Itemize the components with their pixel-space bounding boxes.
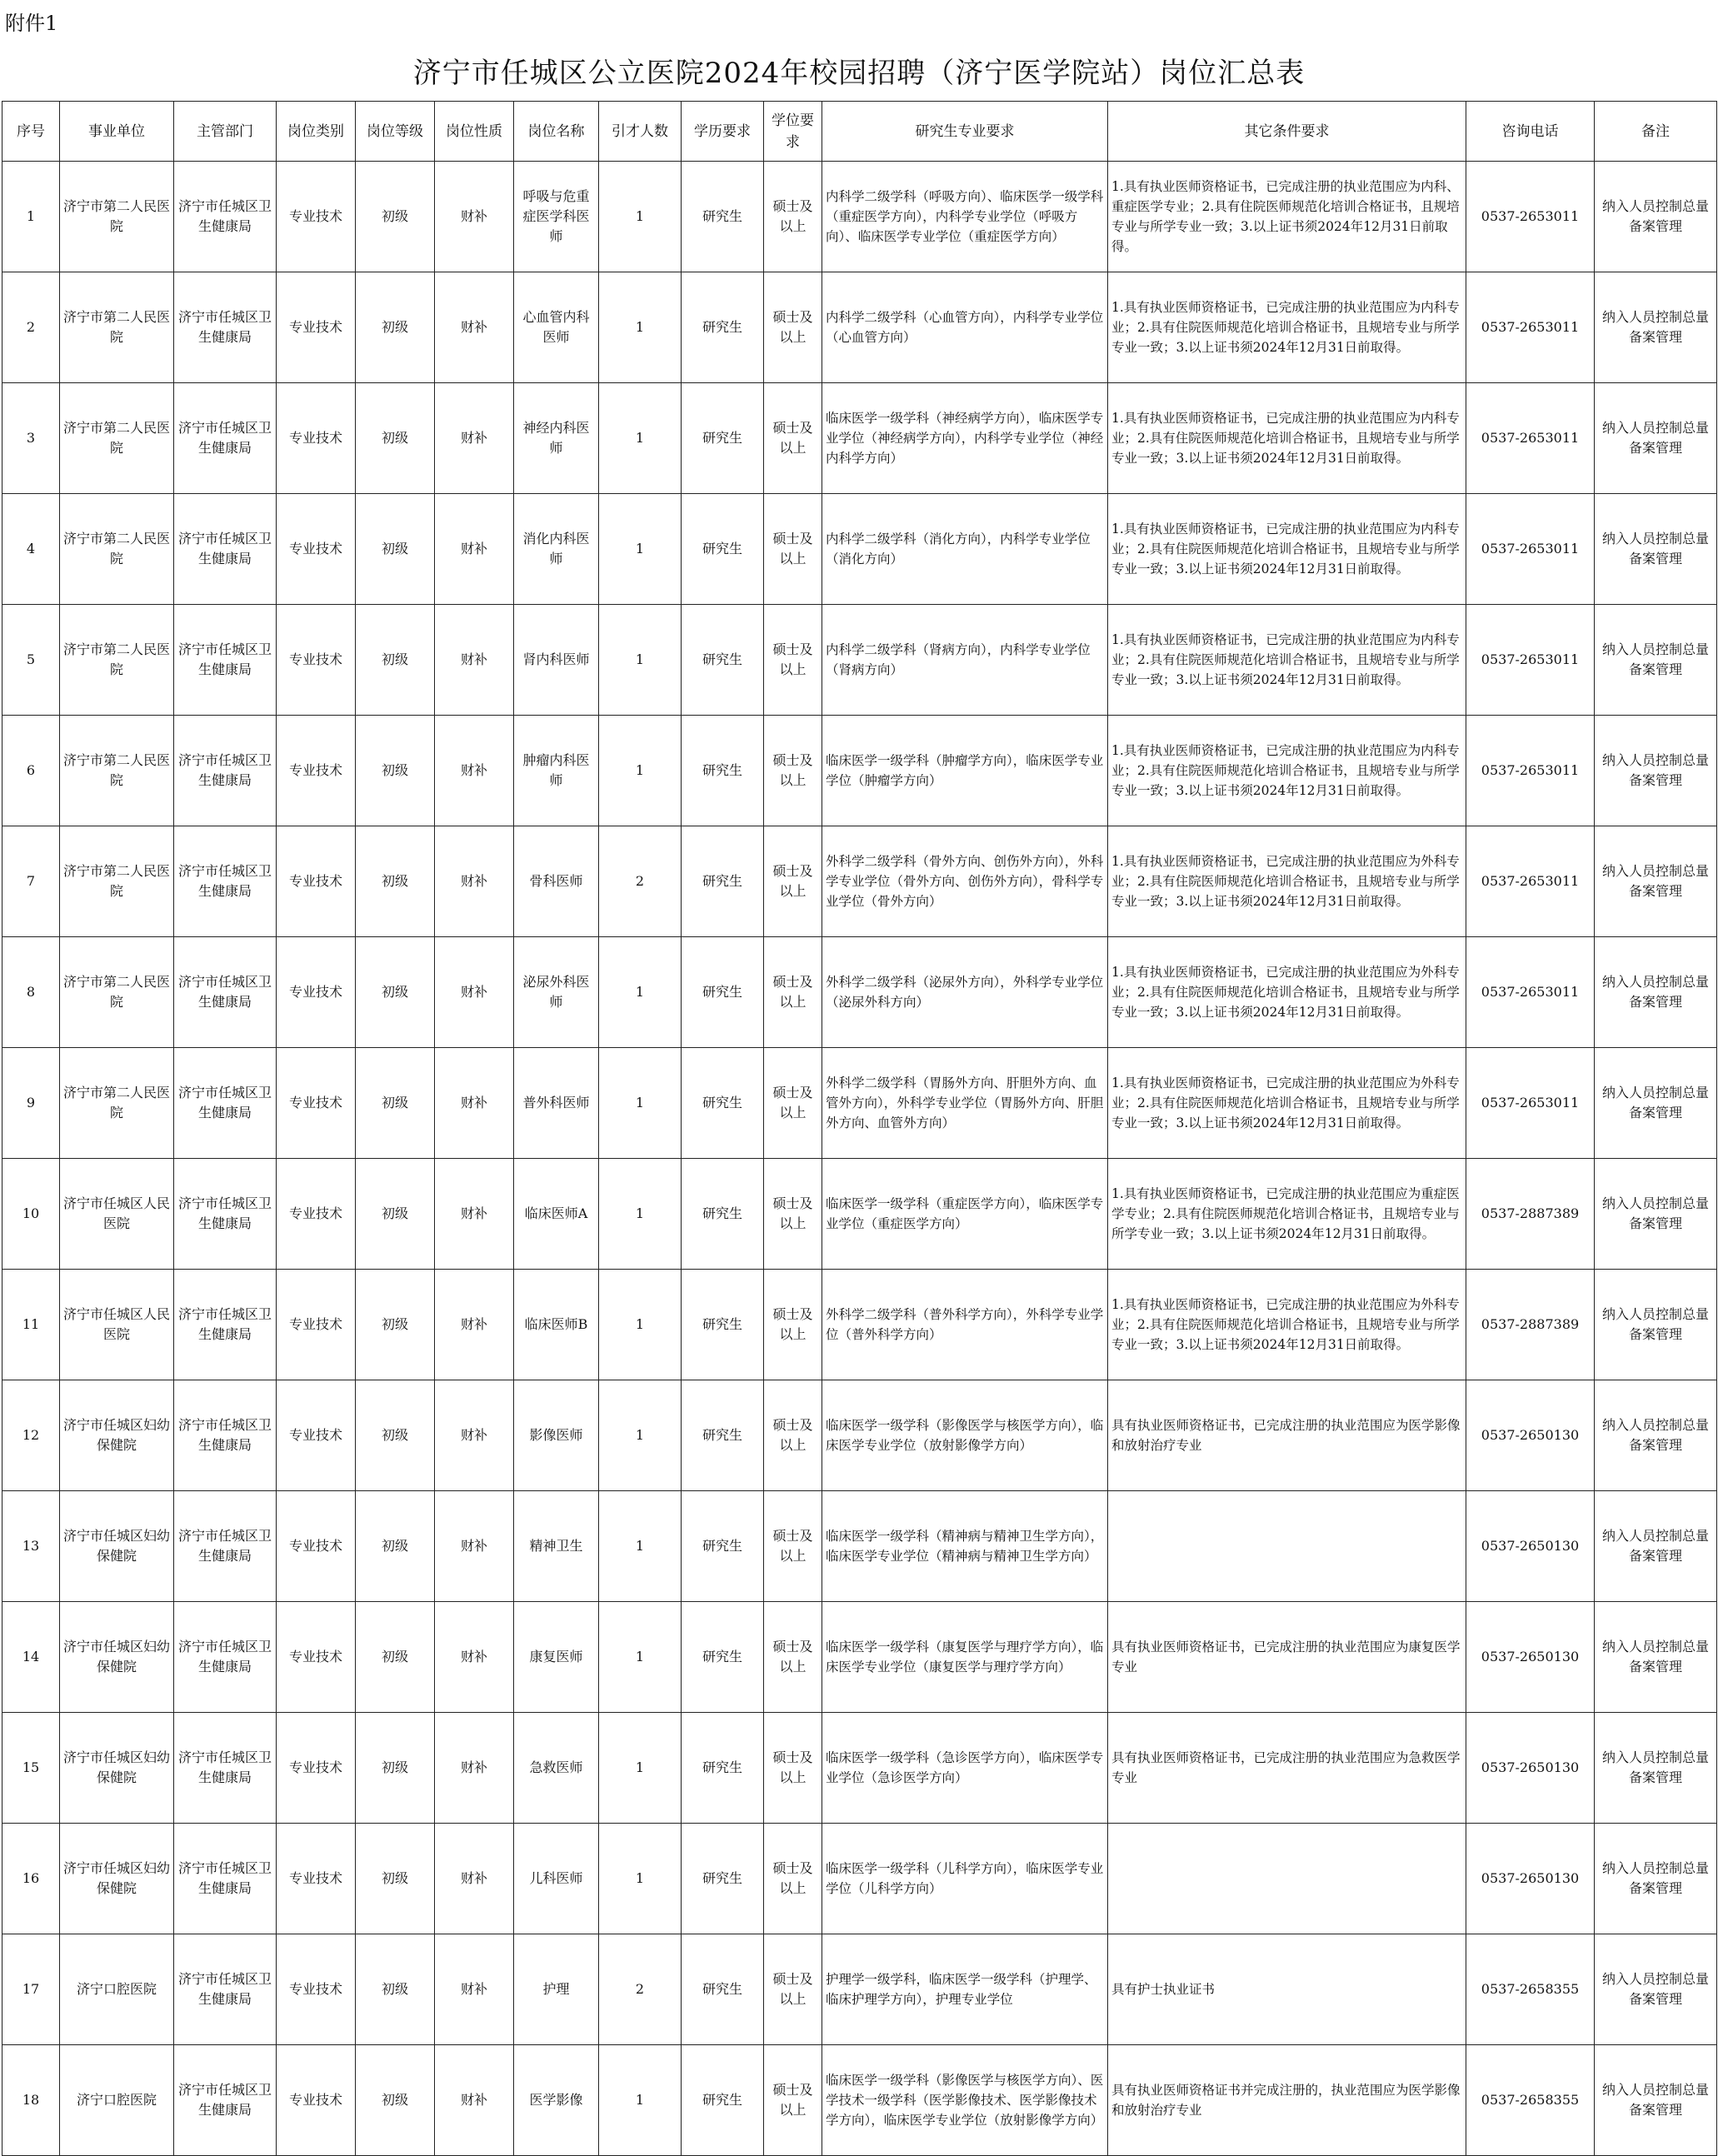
cell-level: 初级 [356,1934,435,2045]
cell-major: 临床医学一级学科（肿瘤学方向），临床医学专业学位（肿瘤学方向） [822,716,1108,826]
cell-major: 护理学一级学科，临床医学一级学科（护理学、临床护理学方向），护理专业学位 [822,1934,1108,2045]
cell-other: 1.具有执业医师资格证书，已完成注册的执业范围应为内科、重症医学专业；2.具有住院医师规范化培训合格证书，且规培专业与所学专业一致；3.以上证书须2024年12月31日前取得。 [1108,162,1466,272]
cell-level: 初级 [356,1159,435,1270]
cell-edu: 研究生 [682,1048,764,1159]
cell-note: 纳入人员控制总量备案管理 [1595,716,1717,826]
cell-degree: 硕士及以上 [764,1824,822,1934]
header-major: 研究生专业要求 [822,102,1108,162]
cell-nature: 财补 [435,1824,514,1934]
cell-other: 1.具有执业医师资格证书，已完成注册的执业范围应为外科专业；2.具有住院医师规范化培训合格证书，且规培专业与所学专业一致；3.以上证书须2024年12月31日前取得。 [1108,826,1466,937]
cell-phone: 0537-2653011 [1466,826,1595,937]
cell-dept: 济宁市任城区卫生健康局 [174,1934,277,2045]
cell-major: 内科学二级学科（心血管方向），内科学专业学位（心血管方向） [822,272,1108,383]
header-phone: 咨询电话 [1466,102,1595,162]
cell-level: 初级 [356,1048,435,1159]
cell-dept: 济宁市任城区卫生健康局 [174,1491,277,1602]
cell-dept: 济宁市任城区卫生健康局 [174,272,277,383]
cell-count: 1 [599,1380,682,1491]
cell-nature: 财补 [435,162,514,272]
cell-count: 1 [599,1713,682,1824]
table-row [2,1934,1717,2045]
cell-level: 初级 [356,1491,435,1602]
cell-unit: 济宁市任城区妇幼保健院 [60,1713,174,1824]
cell-category: 专业技术 [277,383,356,494]
cell-category: 专业技术 [277,1713,356,1824]
cell-edu: 研究生 [682,1934,764,2045]
cell-degree: 硕士及以上 [764,494,822,605]
cell-nature: 财补 [435,605,514,716]
table-row [2,1491,1717,1602]
cell-unit: 济宁市第二人民医院 [60,494,174,605]
table-row [2,826,1717,937]
cell-degree: 硕士及以上 [764,162,822,272]
table-body [2,162,1717,2156]
cell-phone: 0537-2650130 [1466,1713,1595,1824]
header-row [2,102,1717,162]
cell-category: 专业技术 [277,1602,356,1713]
cell-no: 3 [2,383,60,494]
cell-degree: 硕士及以上 [764,1602,822,1713]
cell-level: 初级 [356,605,435,716]
cell-unit: 济宁口腔医院 [60,2045,174,2156]
cell-dept: 济宁市任城区卫生健康局 [174,162,277,272]
cell-other: 具有执业医师资格证书，已完成注册的执业范围应为康复医学专业 [1108,1602,1466,1713]
cell-major: 外科学二级学科（泌尿外方向），外科学专业学位（泌尿外科方向） [822,937,1108,1048]
cell-phone: 0537-2653011 [1466,272,1595,383]
cell-major: 内科学二级学科（消化方向），内科学专业学位（消化方向） [822,494,1108,605]
cell-phone: 0537-2653011 [1466,605,1595,716]
header-no: 序号 [2,102,60,162]
cell-dept: 济宁市任城区卫生健康局 [174,605,277,716]
cell-no: 9 [2,1048,60,1159]
cell-category: 专业技术 [277,826,356,937]
cell-note: 纳入人员控制总量备案管理 [1595,162,1717,272]
cell-note: 纳入人员控制总量备案管理 [1595,937,1717,1048]
cell-other [1108,1824,1466,1934]
cell-category: 专业技术 [277,1934,356,2045]
table-row [2,494,1717,605]
cell-degree: 硕士及以上 [764,826,822,937]
cell-post: 急救医师 [514,1713,599,1824]
cell-no: 2 [2,272,60,383]
cell-edu: 研究生 [682,826,764,937]
cell-note: 纳入人员控制总量备案管理 [1595,605,1717,716]
table-row [2,1824,1717,1934]
cell-category: 专业技术 [277,1270,356,1380]
cell-other [1108,1491,1466,1602]
cell-other: 1.具有执业医师资格证书，已完成注册的执业范围应为重症医学专业；2.具有住院医师规范化培训合格证书，且规培专业与所学专业一致；3.以上证书须2024年12月31日前取得。 [1108,1159,1466,1270]
cell-edu: 研究生 [682,1380,764,1491]
cell-post: 儿科医师 [514,1824,599,1934]
cell-phone: 0537-2653011 [1466,383,1595,494]
cell-degree: 硕士及以上 [764,2045,822,2156]
table-row [2,1713,1717,1824]
cell-degree: 硕士及以上 [764,716,822,826]
cell-note: 纳入人员控制总量备案管理 [1595,1159,1717,1270]
cell-post: 肿瘤内科医师 [514,716,599,826]
recruitment-table [2,101,1717,2156]
table-row [2,383,1717,494]
cell-count: 1 [599,605,682,716]
cell-count: 1 [599,383,682,494]
page-title: 济宁市任城区公立医院2024年校园招聘（济宁医学院站）岗位汇总表 [412,57,1306,90]
table-row [2,272,1717,383]
cell-major: 外科学二级学科（胃肠外方向、肝胆外方向、血管外方向），外科学专业学位（胃肠外方向、肝胆外方向、血管外方向） [822,1048,1108,1159]
cell-unit: 济宁市第二人民医院 [60,716,174,826]
cell-major: 内科学二级学科（肾病方向），内科学专业学位（肾病方向） [822,605,1108,716]
cell-nature: 财补 [435,1159,514,1270]
table-row [2,1380,1717,1491]
cell-major: 临床医学一级学科（影像医学与核医学方向），临床医学专业学位（放射影像学方向） [822,1380,1108,1491]
cell-post: 消化内科医师 [514,494,599,605]
cell-count: 1 [599,1159,682,1270]
cell-other: 1.具有执业医师资格证书，已完成注册的执业范围应为内科专业；2.具有住院医师规范化培训合格证书，且规培专业与所学专业一致；3.以上证书须2024年12月31日前取得。 [1108,605,1466,716]
table-row [2,937,1717,1048]
cell-edu: 研究生 [682,1713,764,1824]
cell-other: 1.具有执业医师资格证书，已完成注册的执业范围应为内科专业；2.具有住院医师规范化培训合格证书，且规培专业与所学专业一致；3.以上证书须2024年12月31日前取得。 [1108,272,1466,383]
cell-major: 临床医学一级学科（精神病与精神卫生学方向），临床医学专业学位（精神病与精神卫生学方向） [822,1491,1108,1602]
cell-degree: 硕士及以上 [764,605,822,716]
cell-other: 具有执业医师资格证书，已完成注册的执业范围应为急救医学专业 [1108,1713,1466,1824]
cell-no: 18 [2,2045,60,2156]
cell-category: 专业技术 [277,162,356,272]
cell-nature: 财补 [435,937,514,1048]
cell-category: 专业技术 [277,1159,356,1270]
cell-level: 初级 [356,1380,435,1491]
cell-note: 纳入人员控制总量备案管理 [1595,272,1717,383]
cell-no: 6 [2,716,60,826]
cell-edu: 研究生 [682,383,764,494]
cell-level: 初级 [356,1270,435,1380]
cell-major: 临床医学一级学科（康复医学与理疗学方向），临床医学专业学位（康复医学与理疗学方向） [822,1602,1108,1713]
cell-level: 初级 [356,2045,435,2156]
cell-count: 1 [599,937,682,1048]
cell-dept: 济宁市任城区卫生健康局 [174,1380,277,1491]
cell-count: 1 [599,2045,682,2156]
table-row [2,1270,1717,1380]
cell-post: 骨科医师 [514,826,599,937]
cell-count: 2 [599,826,682,937]
cell-category: 专业技术 [277,2045,356,2156]
cell-post: 护理 [514,1934,599,2045]
cell-nature: 财补 [435,272,514,383]
cell-degree: 硕士及以上 [764,383,822,494]
table-row [2,162,1717,272]
cell-unit: 济宁市任城区妇幼保健院 [60,1824,174,1934]
cell-dept: 济宁市任城区卫生健康局 [174,494,277,605]
cell-unit: 济宁市第二人民医院 [60,937,174,1048]
cell-note: 纳入人员控制总量备案管理 [1595,383,1717,494]
cell-nature: 财补 [435,1270,514,1380]
cell-unit: 济宁市第二人民医院 [60,272,174,383]
cell-no: 13 [2,1491,60,1602]
cell-other: 1.具有执业医师资格证书，已完成注册的执业范围应为内科专业；2.具有住院医师规范化培训合格证书，且规培专业与所学专业一致；3.以上证书须2024年12月31日前取得。 [1108,494,1466,605]
cell-post: 泌尿外科医师 [514,937,599,1048]
cell-no: 1 [2,162,60,272]
cell-no: 11 [2,1270,60,1380]
cell-note: 纳入人员控制总量备案管理 [1595,1824,1717,1934]
cell-other: 1.具有执业医师资格证书，已完成注册的执业范围应为外科专业；2.具有住院医师规范化培训合格证书，且规培专业与所学专业一致；3.以上证书须2024年12月31日前取得。 [1108,937,1466,1048]
cell-degree: 硕士及以上 [764,1934,822,2045]
cell-phone: 0537-2650130 [1466,1491,1595,1602]
cell-phone: 0537-2887389 [1466,1159,1595,1270]
cell-major: 临床医学一级学科（影像医学与核医学方向）、医学技术一级学科（医学影像技术、医学影像技术学方向），临床医学专业学位（放射影像学方向） [822,2045,1108,2156]
cell-unit: 济宁市第二人民医院 [60,1048,174,1159]
cell-phone: 0537-2653011 [1466,716,1595,826]
cell-dept: 济宁市任城区卫生健康局 [174,1602,277,1713]
cell-unit: 济宁口腔医院 [60,1934,174,2045]
cell-other: 1.具有执业医师资格证书，已完成注册的执业范围应为内科专业；2.具有住院医师规范化培训合格证书，且规培专业与所学专业一致；3.以上证书须2024年12月31日前取得。 [1108,383,1466,494]
cell-edu: 研究生 [682,494,764,605]
cell-edu: 研究生 [682,2045,764,2156]
cell-no: 5 [2,605,60,716]
cell-count: 1 [599,1491,682,1602]
cell-level: 初级 [356,162,435,272]
cell-degree: 硕士及以上 [764,1713,822,1824]
cell-major: 外科学二级学科（骨外方向、创伤外方向），外科学专业学位（骨外方向、创伤外方向），骨科学专业学位（骨外方向） [822,826,1108,937]
cell-category: 专业技术 [277,716,356,826]
header-post: 岗位名称 [514,102,599,162]
cell-dept: 济宁市任城区卫生健康局 [174,1270,277,1380]
cell-phone: 0537-2653011 [1466,162,1595,272]
cell-phone: 0537-2887389 [1466,1270,1595,1380]
cell-degree: 硕士及以上 [764,937,822,1048]
cell-no: 16 [2,1824,60,1934]
cell-degree: 硕士及以上 [764,272,822,383]
cell-other: 具有执业医师资格证书，已完成注册的执业范围应为医学影像和放射治疗专业 [1108,1380,1466,1491]
cell-edu: 研究生 [682,605,764,716]
cell-no: 12 [2,1380,60,1491]
header-nature: 岗位性质 [435,102,514,162]
cell-unit: 济宁市任城区妇幼保健院 [60,1380,174,1491]
cell-no: 4 [2,494,60,605]
cell-count: 1 [599,162,682,272]
cell-category: 专业技术 [277,494,356,605]
cell-note: 纳入人员控制总量备案管理 [1595,1380,1717,1491]
cell-nature: 财补 [435,1934,514,2045]
cell-note: 纳入人员控制总量备案管理 [1595,1270,1717,1380]
cell-count: 1 [599,1048,682,1159]
cell-dept: 济宁市任城区卫生健康局 [174,937,277,1048]
cell-post: 影像医师 [514,1380,599,1491]
cell-note: 纳入人员控制总量备案管理 [1595,1934,1717,2045]
header-category: 岗位类别 [277,102,356,162]
cell-edu: 研究生 [682,1824,764,1934]
cell-level: 初级 [356,826,435,937]
cell-count: 1 [599,716,682,826]
cell-no: 10 [2,1159,60,1270]
cell-other: 1.具有执业医师资格证书，已完成注册的执业范围应为外科专业；2.具有住院医师规范化培训合格证书，且规培专业与所学专业一致；3.以上证书须2024年12月31日前取得。 [1108,1048,1466,1159]
header-level: 岗位等级 [356,102,435,162]
header-count: 引才人数 [599,102,682,162]
cell-dept: 济宁市任城区卫生健康局 [174,716,277,826]
cell-note: 纳入人员控制总量备案管理 [1595,1491,1717,1602]
cell-post: 神经内科医师 [514,383,599,494]
cell-unit: 济宁市任城区妇幼保健院 [60,1602,174,1713]
cell-count: 2 [599,1934,682,2045]
cell-unit: 济宁市任城区妇幼保健院 [60,1491,174,1602]
table-row [2,2045,1717,2156]
cell-other: 具有护士执业证书 [1108,1934,1466,2045]
cell-level: 初级 [356,1602,435,1713]
cell-nature: 财补 [435,1048,514,1159]
cell-post: 临床医师B [514,1270,599,1380]
cell-dept: 济宁市任城区卫生健康局 [174,1713,277,1824]
cell-edu: 研究生 [682,272,764,383]
header-dept: 主管部门 [174,102,277,162]
cell-post: 肾内科医师 [514,605,599,716]
cell-level: 初级 [356,383,435,494]
cell-count: 1 [599,1602,682,1713]
cell-phone: 0537-2658355 [1466,1934,1595,2045]
cell-major: 外科学二级学科（普外科学方向），外科学专业学位（普外科学方向） [822,1270,1108,1380]
cell-level: 初级 [356,494,435,605]
header-note: 备注 [1595,102,1717,162]
cell-other: 具有执业医师资格证书并完成注册的，执业范围应为医学影像和放射治疗专业 [1108,2045,1466,2156]
cell-no: 17 [2,1934,60,2045]
cell-edu: 研究生 [682,162,764,272]
cell-edu: 研究生 [682,1602,764,1713]
cell-dept: 济宁市任城区卫生健康局 [174,1824,277,1934]
table-row [2,1602,1717,1713]
cell-post: 心血管内科医师 [514,272,599,383]
cell-post: 呼吸与危重症医学科医师 [514,162,599,272]
table-row [2,1159,1717,1270]
attachment-label: 附件1 [5,12,58,35]
cell-edu: 研究生 [682,1159,764,1270]
cell-no: 7 [2,826,60,937]
cell-other: 1.具有执业医师资格证书，已完成注册的执业范围应为内科专业；2.具有住院医师规范化培训合格证书，且规培专业与所学专业一致；3.以上证书须2024年12月31日前取得。 [1108,716,1466,826]
cell-category: 专业技术 [277,1048,356,1159]
cell-level: 初级 [356,1824,435,1934]
cell-phone: 0537-2653011 [1466,937,1595,1048]
cell-phone: 0537-2658355 [1466,2045,1595,2156]
cell-phone: 0537-2650130 [1466,1824,1595,1934]
cell-post: 医学影像 [514,2045,599,2156]
cell-category: 专业技术 [277,1824,356,1934]
cell-unit: 济宁市任城区人民医院 [60,1159,174,1270]
cell-phone: 0537-2650130 [1466,1380,1595,1491]
cell-degree: 硕士及以上 [764,1159,822,1270]
cell-level: 初级 [356,272,435,383]
cell-phone: 0537-2650130 [1466,1602,1595,1713]
cell-category: 专业技术 [277,272,356,383]
cell-count: 1 [599,272,682,383]
cell-dept: 济宁市任城区卫生健康局 [174,1048,277,1159]
cell-major: 临床医学一级学科（急诊医学方向），临床医学专业学位（急诊医学方向） [822,1713,1108,1824]
cell-count: 1 [599,1824,682,1934]
cell-nature: 财补 [435,2045,514,2156]
cell-post: 普外科医师 [514,1048,599,1159]
cell-level: 初级 [356,1713,435,1824]
cell-nature: 财补 [435,716,514,826]
table-row [2,605,1717,716]
cell-note: 纳入人员控制总量备案管理 [1595,1048,1717,1159]
cell-nature: 财补 [435,1491,514,1602]
cell-edu: 研究生 [682,1491,764,1602]
cell-degree: 硕士及以上 [764,1048,822,1159]
cell-dept: 济宁市任城区卫生健康局 [174,383,277,494]
cell-degree: 硕士及以上 [764,1491,822,1602]
cell-level: 初级 [356,937,435,1048]
cell-unit: 济宁市第二人民医院 [60,605,174,716]
cell-unit: 济宁市第二人民医院 [60,162,174,272]
cell-nature: 财补 [435,1602,514,1713]
cell-post: 临床医师A [514,1159,599,1270]
cell-nature: 财补 [435,494,514,605]
header-edu: 学历要求 [682,102,764,162]
cell-note: 纳入人员控制总量备案管理 [1595,1713,1717,1824]
cell-no: 15 [2,1713,60,1824]
cell-edu: 研究生 [682,716,764,826]
cell-level: 初级 [356,716,435,826]
cell-degree: 硕士及以上 [764,1270,822,1380]
cell-nature: 财补 [435,1380,514,1491]
cell-phone: 0537-2653011 [1466,1048,1595,1159]
cell-unit: 济宁市第二人民医院 [60,383,174,494]
cell-major: 内科学二级学科（呼吸方向）、临床医学一级学科（重症医学方向），内科学专业学位（呼吸方向）、临床医学专业学位（重症医学方向） [822,162,1108,272]
cell-note: 纳入人员控制总量备案管理 [1595,494,1717,605]
cell-count: 1 [599,494,682,605]
cell-category: 专业技术 [277,1491,356,1602]
table-row [2,1048,1717,1159]
header-unit: 事业单位 [60,102,174,162]
cell-major: 临床医学一级学科（重症医学方向），临床医学专业学位（重症医学方向） [822,1159,1108,1270]
cell-note: 纳入人员控制总量备案管理 [1595,1602,1717,1713]
cell-dept: 济宁市任城区卫生健康局 [174,1159,277,1270]
cell-unit: 济宁市任城区人民医院 [60,1270,174,1380]
cell-category: 专业技术 [277,937,356,1048]
cell-major: 临床医学一级学科（神经病学方向），临床医学专业学位（神经病学方向），内科学专业学位（神经内科学方向） [822,383,1108,494]
cell-nature: 财补 [435,1713,514,1824]
cell-edu: 研究生 [682,1270,764,1380]
cell-note: 纳入人员控制总量备案管理 [1595,826,1717,937]
header-degree: 学位要求 [764,102,822,162]
cell-unit: 济宁市第二人民医院 [60,826,174,937]
cell-count: 1 [599,1270,682,1380]
cell-post: 精神卫生 [514,1491,599,1602]
cell-post: 康复医师 [514,1602,599,1713]
cell-nature: 财补 [435,383,514,494]
cell-edu: 研究生 [682,937,764,1048]
cell-major: 临床医学一级学科（儿科学方向），临床医学专业学位（儿科学方向） [822,1824,1108,1934]
cell-no: 14 [2,1602,60,1713]
header-other: 其它条件要求 [1108,102,1466,162]
cell-other: 1.具有执业医师资格证书，已完成注册的执业范围应为外科专业；2.具有住院医师规范化培训合格证书，且规培专业与所学专业一致；3.以上证书须2024年12月31日前取得。 [1108,1270,1466,1380]
cell-no: 8 [2,937,60,1048]
cell-category: 专业技术 [277,1380,356,1491]
cell-category: 专业技术 [277,605,356,716]
cell-dept: 济宁市任城区卫生健康局 [174,2045,277,2156]
cell-note: 纳入人员控制总量备案管理 [1595,2045,1717,2156]
cell-dept: 济宁市任城区卫生健康局 [174,826,277,937]
table-row [2,716,1717,826]
cell-phone: 0537-2653011 [1466,494,1595,605]
cell-degree: 硕士及以上 [764,1380,822,1491]
cell-nature: 财补 [435,826,514,937]
